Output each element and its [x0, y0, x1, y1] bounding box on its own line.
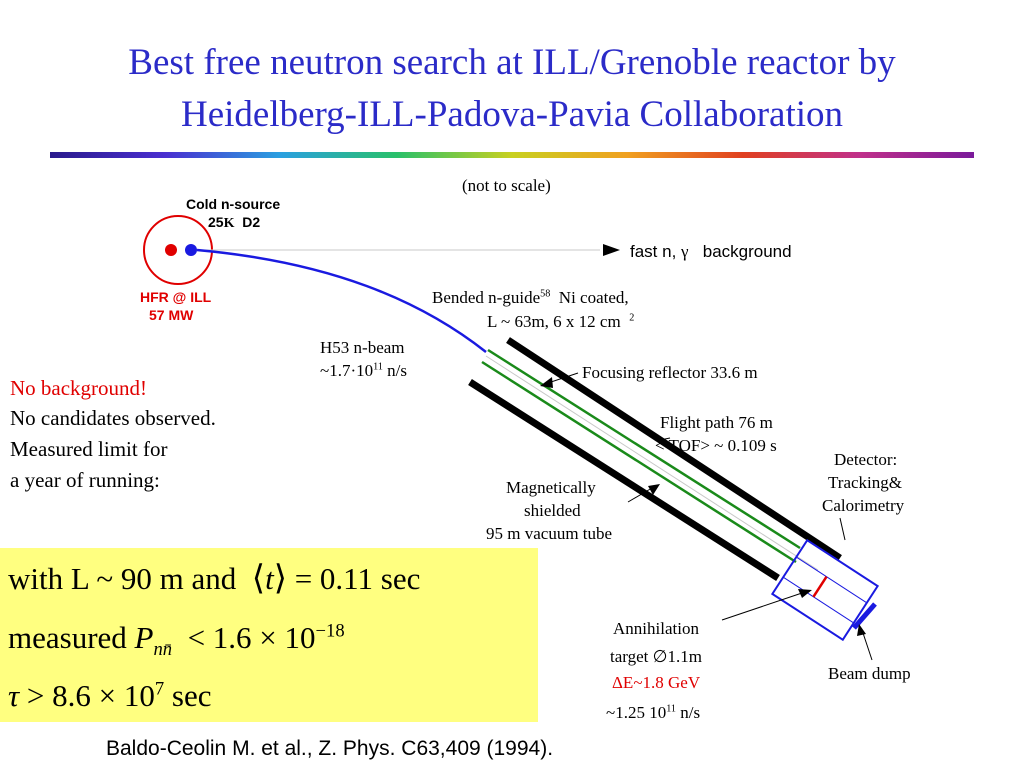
- cold-source-temp-label: 25K D2: [208, 214, 261, 231]
- detector-label-2: Tracking&: [828, 473, 902, 492]
- guide-label: Bended n-guide$^{58}$ Ni coated,: [432, 288, 629, 307]
- beam-label: H53 n-beam: [320, 338, 405, 357]
- not-to-scale-note: (not to scale): [462, 176, 551, 195]
- cold-source-label: Cold n-source: [186, 196, 281, 212]
- year-running-note: a year of running:: [10, 468, 160, 492]
- result-highlight-box: [0, 548, 538, 722]
- cold-source-dot: [185, 244, 197, 256]
- annihilation-label: Annihilation: [613, 619, 699, 638]
- reactor-label: HFR @ ILL: [140, 289, 212, 305]
- reference-citation: Baldo-Ceolin M. et al., Z. Phys. C63,409 (1994).: [106, 737, 554, 760]
- detector-box: [772, 540, 877, 639]
- equation-line-3: $\tau > 8.6 \times 10^7$ sec: [8, 678, 212, 713]
- shield-label-2: shielded: [524, 501, 581, 520]
- slide-title-line2: Heidelberg-ILL-Padova-Pavia Collaboration: [180, 94, 844, 135]
- slide-title-line1: Best free neutron search at ILL/Grenoble reactor by: [128, 42, 896, 83]
- flight-path-label: Flight path 76 m: [660, 413, 773, 432]
- reactor-power-label: 57 MW: [149, 307, 194, 323]
- target-flux-label: ~1.25 $10^{11}$ n/s: [606, 703, 701, 722]
- fast-neutron-arrow: [603, 244, 620, 256]
- guide-dimensions-label: L ~ 63m, 6 x 12 cm $^2$: [487, 312, 635, 331]
- measured-limit-note: Measured limit for: [10, 437, 168, 461]
- shield-label-3: 95 m vacuum tube: [486, 524, 613, 543]
- delta-e-label: ΔE~1.8 GeV: [612, 673, 701, 692]
- equation-line-1: with L ~ 90 m and ⟨t⟩ = 0.11 sec: [8, 560, 421, 597]
- shield-label-1: Magnetically: [506, 478, 596, 497]
- fast-neutron-label: fast n, γ background: [630, 242, 792, 261]
- detector-leader: [840, 518, 845, 540]
- reactor-core-dot: [165, 244, 177, 256]
- detector-label-3: Calorimetry: [822, 496, 905, 515]
- focusing-reflector-label: Focusing reflector 33.6 m: [582, 363, 758, 382]
- no-candidates-note: No candidates observed.: [10, 406, 216, 430]
- tof-label: < TOF> ~ 0.109 s: [655, 436, 777, 455]
- beam-flux-label: $\sim 1.7\cdot 10^{11}$ n/s: [320, 361, 408, 380]
- beam-dump-label: Beam dump: [828, 664, 911, 683]
- detector-label-1: Detector:: [834, 450, 898, 469]
- target-size-label: target ∅1.1m: [610, 647, 702, 666]
- no-background-note: No background!: [10, 376, 148, 400]
- equation-line-2: measured $P_{nn̄} < 1.6 \times 10^{-18}$: [8, 620, 345, 661]
